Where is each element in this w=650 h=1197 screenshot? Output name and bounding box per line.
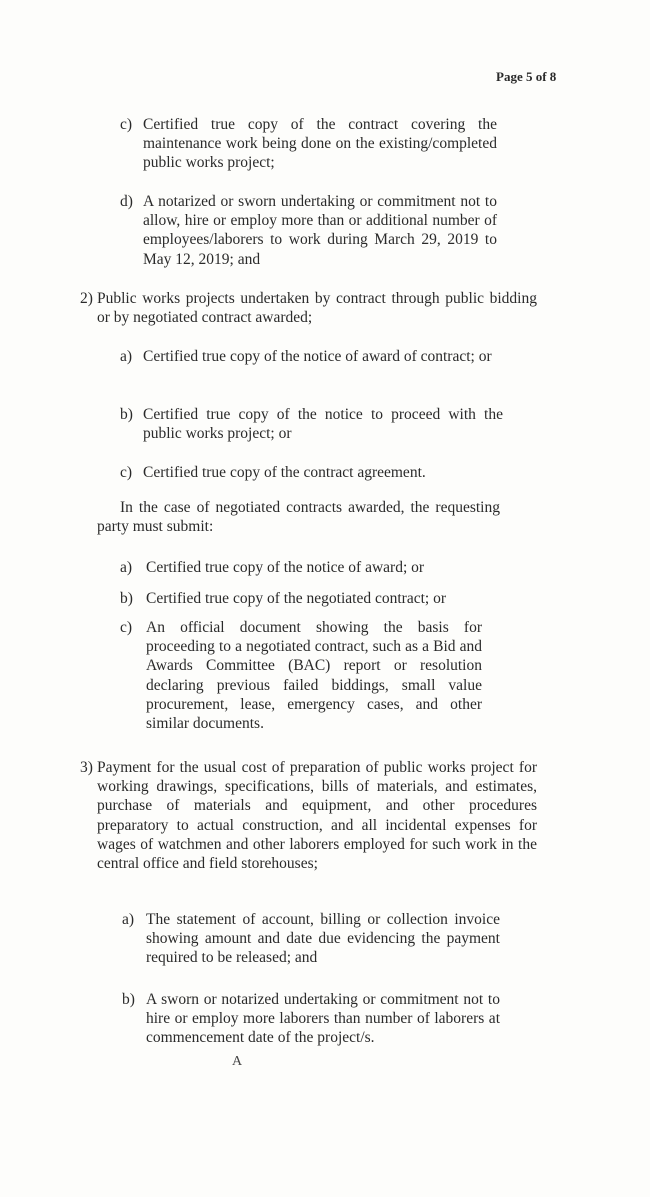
item-label: c) xyxy=(120,464,133,481)
item-label: b) xyxy=(120,406,133,423)
item-label: b) xyxy=(122,991,135,1008)
item-label: a) xyxy=(122,911,135,928)
item-label: d) xyxy=(120,193,133,210)
page-number: Page 5 of 8 xyxy=(496,69,557,84)
item-label: 3) xyxy=(80,759,93,776)
item-text: The statement of account, billing or collection invoice showing amount and date due evidencing the payment required to be released; and xyxy=(146,911,500,967)
item-text: Certified true copy of the contract covering the maintenance work being done on the existing/completed public works project; xyxy=(143,116,497,172)
item-text: Certified true copy of the notice of award of contract; or xyxy=(143,348,492,365)
handwritten-initials: A xyxy=(232,1054,243,1069)
item-text: A sworn or notarized undertaking or commitment not to hire or employ more laborers than number of laborers at commencement date of the project/s. xyxy=(146,991,500,1047)
item-label: a) xyxy=(120,559,133,576)
item-text: A notarized or sworn undertaking or commitment not to allow, hire or employ more than or additional number of employees/laborers to work during March 29, 2019 to May 12, 2019; and xyxy=(143,193,497,268)
item-label: c) xyxy=(120,619,133,636)
item-text: An official document showing the basis for proceeding to a negotiated contract, such as a Bid and Awards Committee (BAC) report or resolution declaring previous failed biddings, small value procurement, lease, emergency cases, and other similar documents. xyxy=(146,619,482,733)
item-label: 2) xyxy=(80,290,93,307)
item-text: Payment for the usual cost of preparation of public works project for working drawings, specifications, bills of materials, and estimates, purchase of materials and equipment, and other procedures preparatory to actual construction, and all incidental expenses for wages of watchmen and other laborers employed for such work in the central office and field storehouses; xyxy=(97,759,537,873)
item-label: b) xyxy=(120,590,133,607)
item-text: Certified true copy of the notice to proceed with the public works project; or xyxy=(143,406,503,443)
item-text: Certified true copy of the notice of award; or xyxy=(146,559,425,576)
item-text: Certified true copy of the negotiated contract; or xyxy=(146,590,446,607)
paragraph: In the case of negotiated contracts awarded, the requesting party must submit: xyxy=(97,499,500,536)
item-label: a) xyxy=(120,348,133,365)
item-text: Public works projects undertaken by contract through public bidding or by negotiated contract awarded; xyxy=(97,290,537,327)
item-text: Certified true copy of the contract agreement. xyxy=(143,464,426,481)
item-label: c) xyxy=(120,116,133,133)
